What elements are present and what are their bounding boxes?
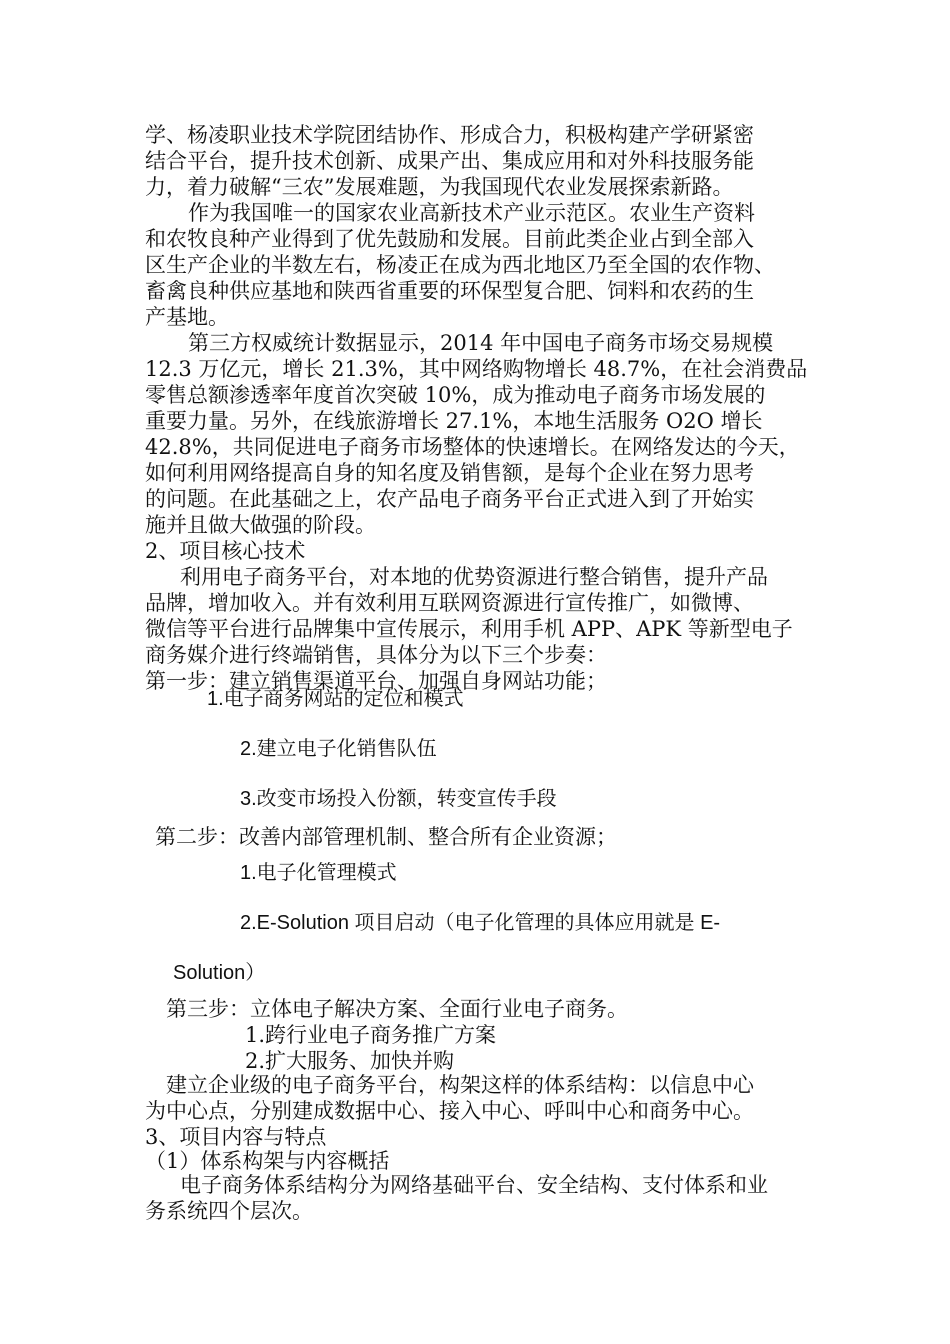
- subsection-heading: （1）体系构架与内容概括: [145, 1149, 390, 1173]
- section-heading: 2、项目核心技术: [145, 539, 306, 563]
- paragraph-line: 力，着力破解“三农”发展难题，为我国现代农业发展探索新路。: [145, 175, 734, 199]
- paragraph-line: 结合平台，提升技术创新、成果产出、集成应用和对外科技服务能: [145, 149, 754, 173]
- paragraph-line: 产基地。: [145, 305, 229, 329]
- paragraph-line: 12.3 万亿元，增长 21.3%，其中网络购物增长 48.7%，在社会消费品: [145, 357, 808, 381]
- section-heading: 3、项目内容与特点: [145, 1125, 327, 1149]
- step-item: 2.建立电子化销售队伍: [240, 738, 437, 760]
- paragraph-line: 零售总额渗透率年度首次突破 10%，成为推动电子商务市场发展的: [145, 383, 766, 407]
- paragraph-line: 和农牧良种产业得到了优先鼓励和发展。目前此类企业占到全部入: [145, 227, 754, 251]
- step-item: 2.E-Solution 项目启动（电子化管理的具体应用就是 E-: [240, 912, 721, 934]
- paragraph-line: 建立企业级的电子商务平台，构架这样的体系结构：以信息中心: [166, 1073, 754, 1097]
- paragraph-line: 品牌，增加收入。并有效利用互联网资源进行宣传推广，如微博、: [145, 591, 754, 615]
- paragraph-line: 利用电子商务平台，对本地的优势资源进行整合销售，提升产品: [180, 565, 768, 589]
- step-title: 第二步：改善内部管理机制、整合所有企业资源；: [155, 825, 617, 849]
- paragraph-line: 微信等平台进行品牌集中宣传展示，利用手机 APP、APK 等新型电子: [145, 617, 793, 641]
- paragraph-line: 畜禽良种供应基地和陕西省重要的环保型复合肥、饲料和农药的生: [145, 279, 754, 303]
- step-item: 1.电子化管理模式: [240, 862, 397, 884]
- step-item: 2.扩大服务、加快并购: [245, 1049, 455, 1073]
- paragraph-line: 为中心点，分别建成数据中心、接入中心、呼叫中心和商务中心。: [145, 1099, 754, 1123]
- paragraph-line: 区生产企业的半数左右，杨凌正在成为西北地区乃至全国的农作物、: [145, 253, 775, 277]
- paragraph-line: 42.8%，共同促进电子商务市场整体的快速增长。在网络发达的今天，: [145, 435, 800, 459]
- paragraph-line: 重要力量。另外，在线旅游增长 27.1%，本地生活服务 O2O 增长: [145, 409, 763, 433]
- paragraph-line: 的问题。在此基础之上，农产品电子商务平台正式进入到了开始实: [145, 487, 754, 511]
- step-item: 1.跨行业电子商务推广方案: [245, 1023, 497, 1047]
- paragraph-line: 商务媒介进行终端销售，具体分为以下三个步奏：: [145, 643, 607, 667]
- paragraph-line: 学、杨凌职业技术学院团结协作、形成合力，积极构建产学研紧密: [145, 123, 754, 147]
- paragraph-line: 施并且做大做强的阶段。: [145, 513, 376, 537]
- paragraph-line: 如何利用网络提高自身的知名度及销售额，是每个企业在努力思考: [145, 461, 754, 485]
- step-title: 第三步：立体电子解决方案、全面行业电子商务。: [166, 997, 628, 1021]
- step-item: 1.电子商务网站的定位和模式: [207, 688, 464, 710]
- paragraph-line: 电子商务体系结构分为网络基础平台、安全结构、支付体系和业: [180, 1173, 768, 1197]
- step-item-continued: Solution）: [173, 962, 266, 984]
- paragraph-line: 第三方权威统计数据显示，2014 年中国电子商务市场交易规模: [188, 331, 774, 355]
- step-title: 第一步：建立销售渠道平台、加强自身网站功能；: [145, 669, 607, 693]
- paragraph-line: 务系统四个层次。: [145, 1199, 313, 1223]
- paragraph-line: 作为我国唯一的国家农业高新技术产业示范区。农业生产资料: [188, 201, 755, 225]
- step-item: 3.改变市场投入份额，转变宣传手段: [240, 788, 557, 810]
